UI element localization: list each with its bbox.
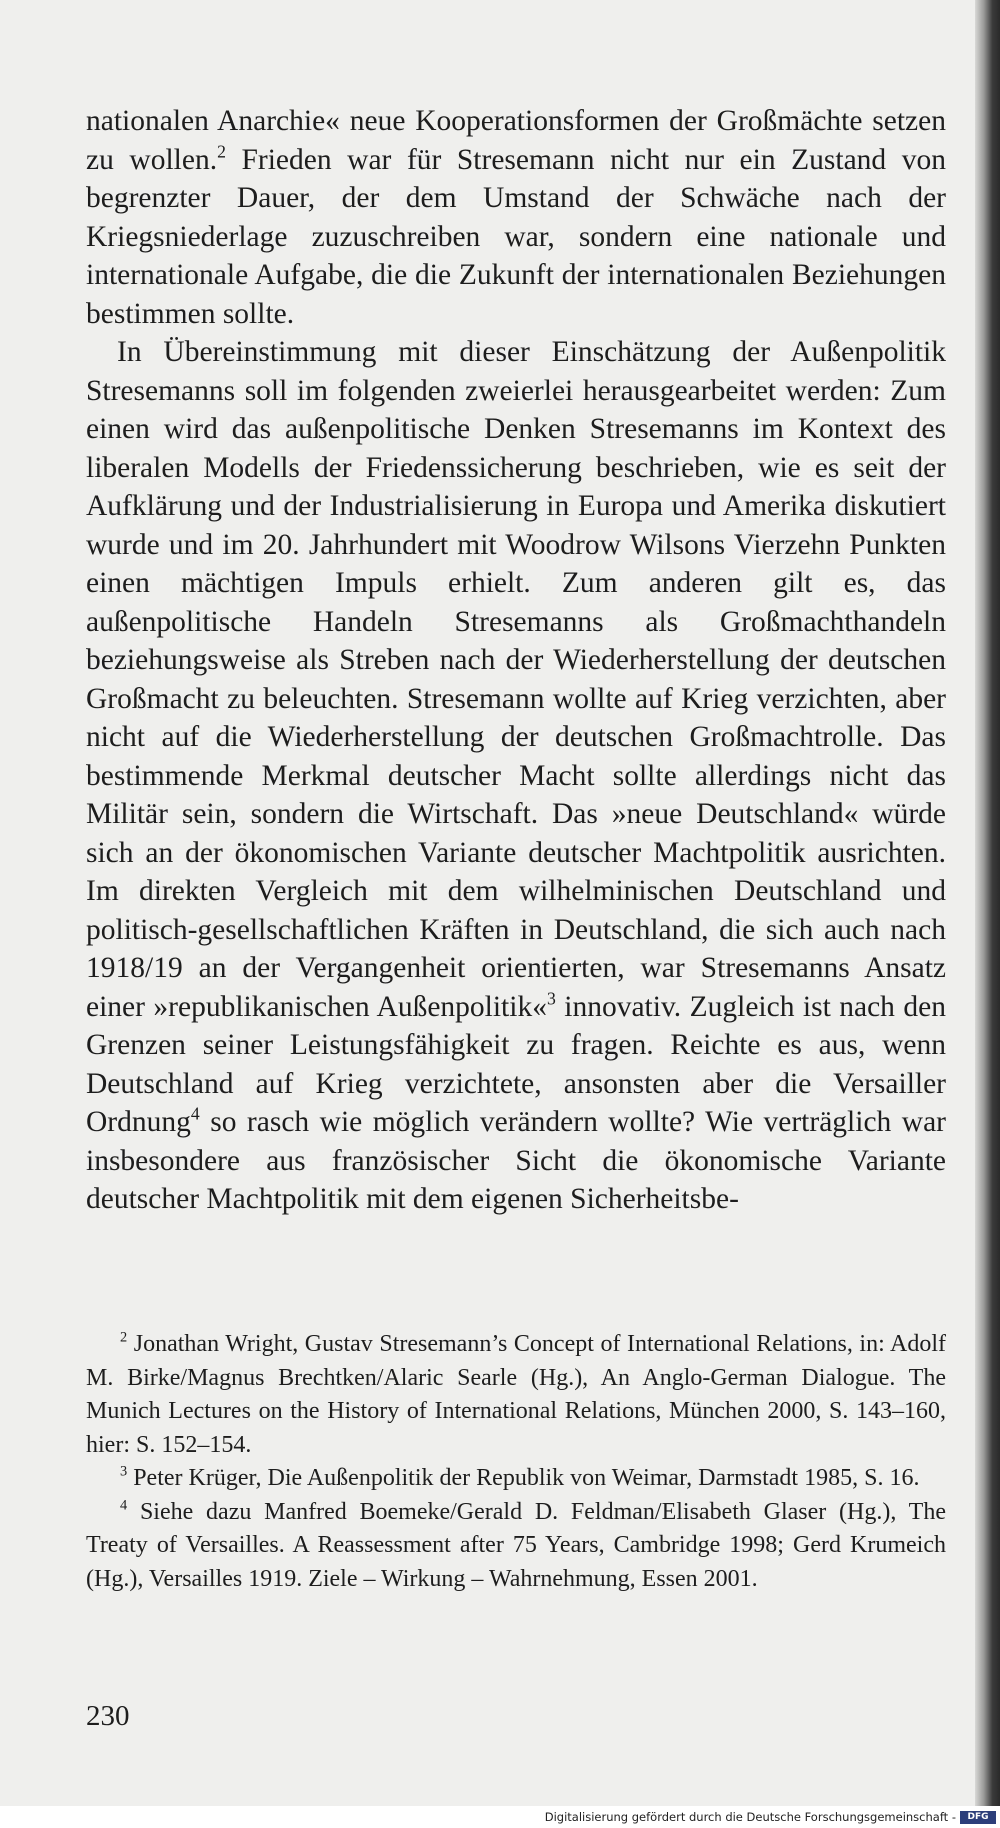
text-segment: Frieden war für Stresemann nicht nur ein Zustand von begrenzter Dauer, der dem Umstand der Schwäche nach der Kriegsniederlage zuzuschreiben war, sondern eine nationale und internationale Aufgabe, die die Zukunft der internationalen Beziehungen bestimmen sollte. bbox=[86, 143, 946, 330]
footnote-ref-4[interactable]: 4 bbox=[190, 1103, 200, 1124]
dfg-logo: DFG bbox=[960, 1811, 996, 1824]
text-segment: innovativ. Zugleich ist nach den Grenzen seiner Leistungsfähigkeit zu fragen. Reichte es aus, wenn Deutschland auf Krieg verzichtete, ansonsten aber die Versailler Ordnung bbox=[86, 990, 946, 1138]
footnotes bbox=[86, 1328, 946, 1596]
footnote-ref-3[interactable]: 3 bbox=[546, 988, 556, 1008]
footnote-number: 3 bbox=[120, 1463, 128, 1480]
footnote-number: 4 bbox=[120, 1497, 128, 1514]
footnote-2 bbox=[86, 1328, 946, 1462]
page-number: 230 bbox=[86, 1700, 130, 1732]
body-text bbox=[86, 102, 946, 1219]
book-spine-shadow bbox=[975, 0, 1000, 1806]
credit-bar bbox=[0, 1806, 1000, 1828]
footnote-4 bbox=[86, 1496, 946, 1597]
footnote-text: Siehe dazu Manfred Boemeke/Gerald D. Feldman/Elisabeth Glaser (Hg.), The Treaty of Versailles. A Reassessment after 75 Years, Cambridge 1998; Gerd Krumeich (Hg.), Versailles 1919. Ziele – Wirkung – Wahrnehmung, Essen 2001. bbox=[86, 1498, 946, 1592]
paragraph-2 bbox=[86, 333, 946, 1219]
footnote-ref-2[interactable]: 2 bbox=[217, 141, 226, 161]
footnote-3 bbox=[86, 1462, 946, 1496]
text-segment: In Übereinstimmung mit dieser Einschätzung der Außenpolitik Stresemanns soll im folgenden zweierlei herausgearbeitet werden: Zum einen wird das außenpolitische Denken Stresemanns im Kontext des liberalen Modells der Friedenssicherung beschrieben, wie es seit der Aufklärung und der Industrialisierung in Europa und Amerika diskutiert wurde und im 20. Jahrhundert mit Woodrow Wilsons Vierzehn Punkten einen mächtigen Impuls erhielt. Zum anderen gilt es, das außenpolitische Handeln Stresemanns als Großmachthandeln beziehungsweise als Streben nach der Wiederherstellung der deutschen Großmacht zu beleuchten. Stresemann wollte auf Krieg verzichten, aber nicht auf die Wiederherstellung der deutschen Großmachtrolle. Das bestimmende Merkmal deutscher Macht sollte allerdings nicht das Militär sein, sondern die Wirtschaft. Das »neue Deutschland« würde sich an der ökonomischen Variante deutscher Machtpolitik ausrichten. Im direkten Vergleich mit dem wilhelminischen Deutschland und politisch-gesellschaftlichen Kräften in Deutschland, die sich auch nach 1918/19 an der Vergangenheit orientierten, war Stresemanns Ansatz einer »republikanischen Außenpolitik« bbox=[86, 336, 946, 1023]
footnote-text: Jonathan Wright, Gustav Stresemann’s Concept of International Relations, in: Adolf M. Birke/Magnus Brechtken/Alaric Searle (Hg.), An Anglo-German Dialogue. The Munich Lectures on the History of International Relations, München 2000, S. 143–160, hier: S. 152–154. bbox=[86, 1331, 946, 1458]
text-segment: nationalen Anarchie« neue Kooperationsformen der Großmächte setzen zu wollen. bbox=[86, 105, 946, 176]
paragraph-1 bbox=[86, 102, 946, 333]
funding-credit: Digitalisierung gefördert durch die Deutsche Forschungsgemeinschaft - bbox=[544, 1810, 956, 1824]
footnote-number: 2 bbox=[120, 1329, 128, 1346]
footnote-text: Peter Krüger, Die Außenpolitik der Republik von Weimar, Darmstadt 1985, S. 16. bbox=[127, 1465, 920, 1491]
text-segment: so rasch wie möglich verändern wollte? Wie verträglich war insbesondere aus französischer Sicht die ökonomische Variante deutscher Machtpolitik mit dem eigenen Sicherheitsbe- bbox=[86, 1106, 946, 1215]
